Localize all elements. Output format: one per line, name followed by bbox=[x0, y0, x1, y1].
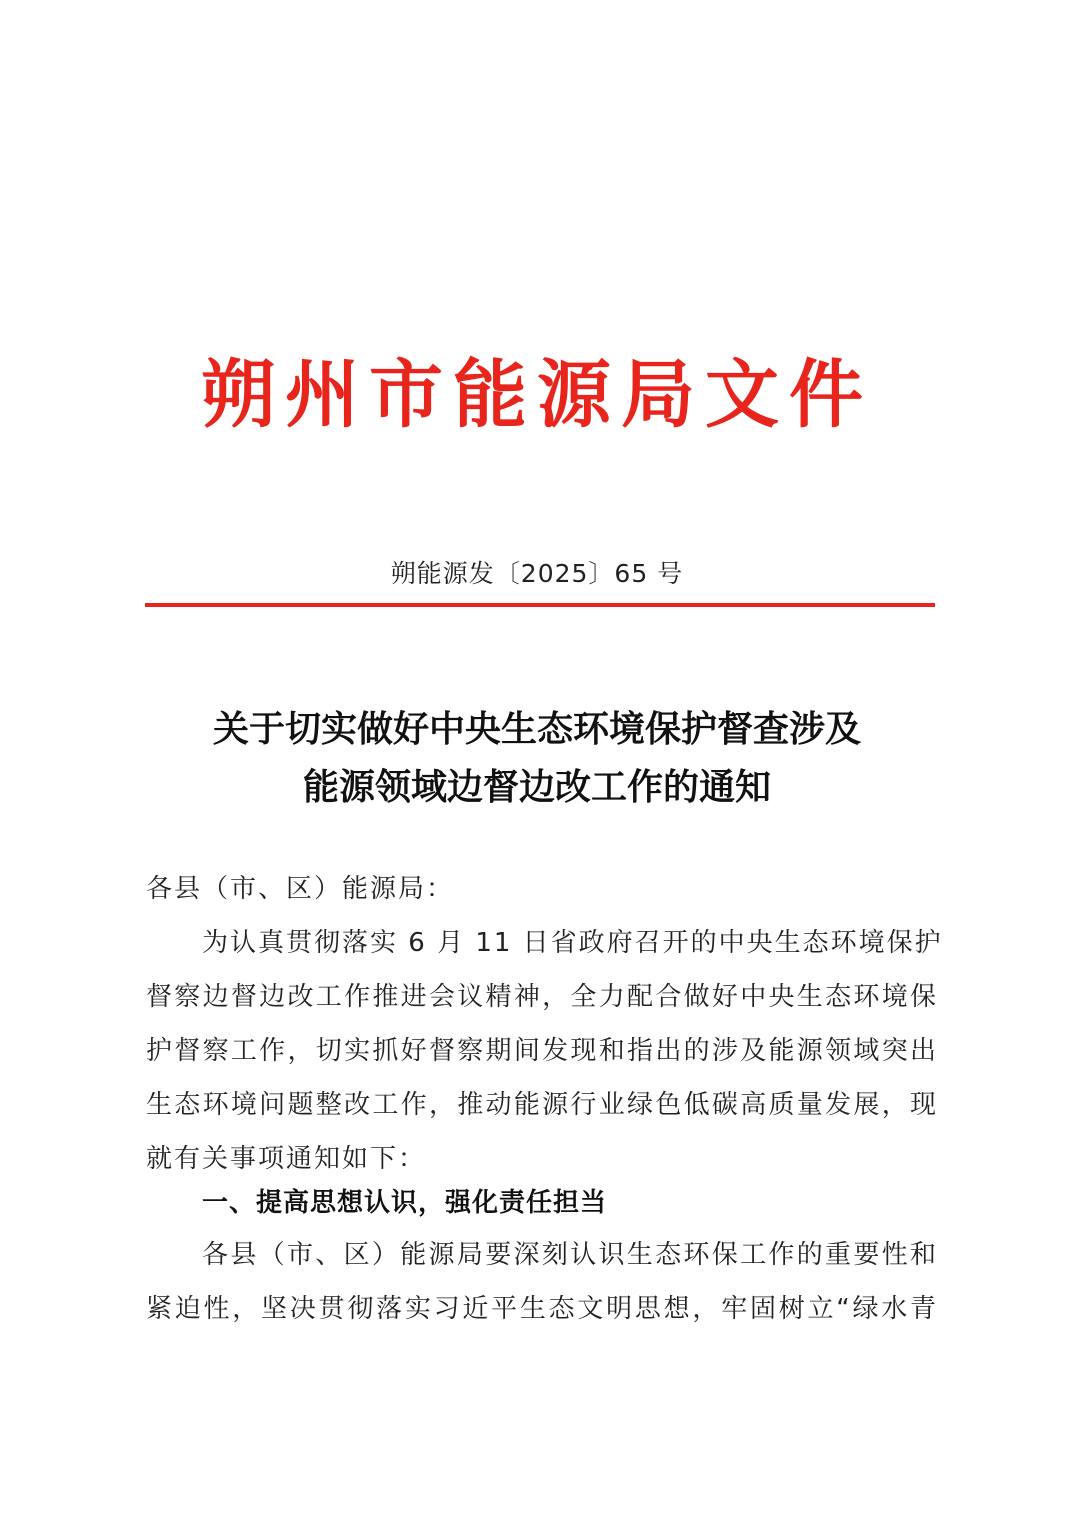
notice-title-line-2: 能源领域边督边改工作的通知 bbox=[302, 766, 771, 808]
paragraph-2 bbox=[146, 1228, 938, 1336]
paragraph-1-line-1: 为认真贯彻落实 6 月 11 日省政府召开的中央生态环境保护 bbox=[202, 928, 943, 958]
paragraph-1-line-2: 督察边督边改工作推进会议精神，全力配合做好中央生态环境保 bbox=[146, 982, 938, 1012]
org-header-title: 朔州市能源局文件 bbox=[201, 352, 873, 438]
section-1-heading: 一、提高思想认识，强化责任担当 bbox=[202, 1188, 608, 1218]
paragraph-1-line-3: 护督察工作，切实抓好督察期间发现和指出的涉及能源领域突出 bbox=[146, 1036, 938, 1066]
salutation: 各县（市、区）能源局： bbox=[146, 874, 455, 904]
paragraph-2-line-1: 各县（市、区）能源局要深刻认识生态环保工作的重要性和 bbox=[202, 1240, 938, 1270]
paragraph-1-line-4: 生态环境问题整改工作，推动能源行业绿色低碳高质量发展，现 bbox=[146, 1090, 938, 1120]
paragraph-2-line-2: 紧迫性，坚决贯彻落实习近平生态文明思想，牢固树立“绿水青 bbox=[146, 1294, 938, 1324]
paragraph-1 bbox=[146, 916, 943, 1186]
red-divider-line bbox=[145, 603, 935, 607]
notice-title-line-1: 关于切实做好中央生态环境保护督查涉及 bbox=[212, 708, 861, 750]
paragraph-1-line-5: 就有关事项通知如下： bbox=[146, 1144, 427, 1174]
document-number: 朔能源发〔2025〕65 号 bbox=[390, 559, 684, 588]
notice-title bbox=[0, 700, 1074, 816]
